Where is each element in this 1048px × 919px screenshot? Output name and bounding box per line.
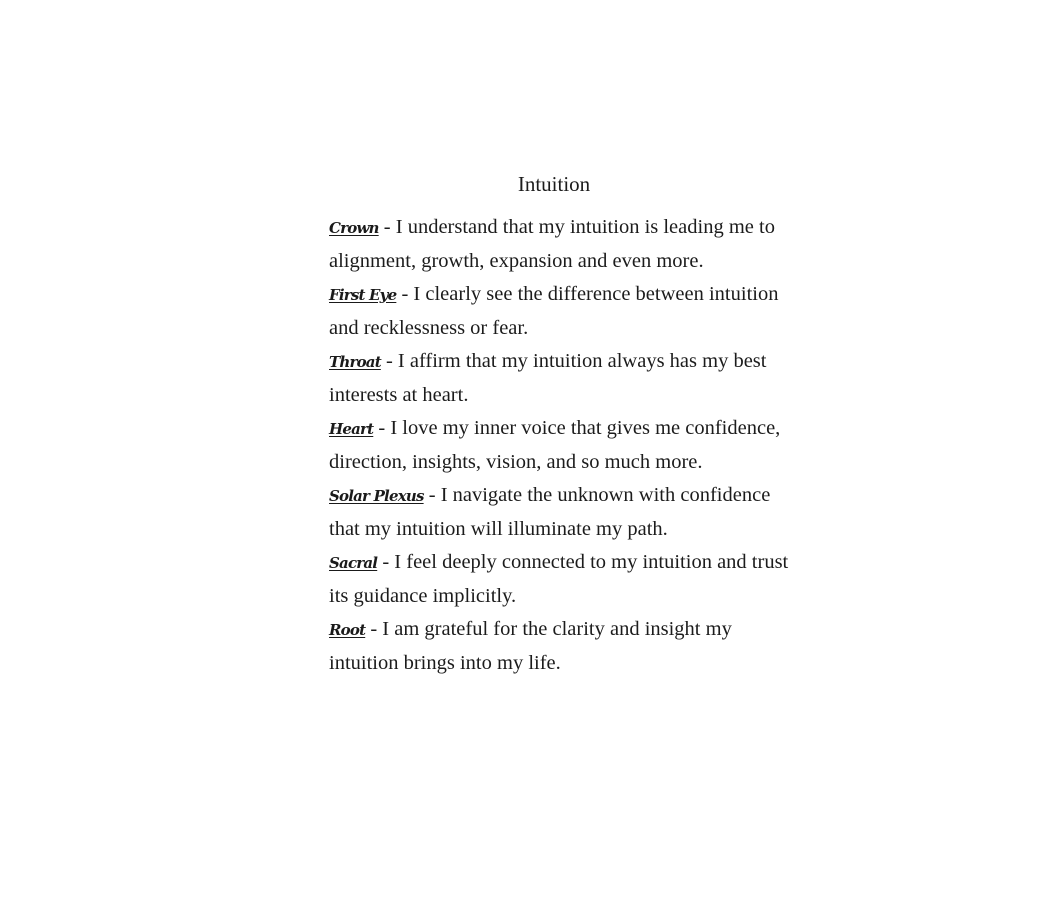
affirmation-crown	[329, 211, 789, 278]
chakra-label: Root	[329, 621, 366, 639]
affirmation-text: I affirm that my intuition always has my best interests at heart.	[329, 350, 767, 406]
chakra-label: Throat	[329, 353, 381, 371]
affirmation-text: I am grateful for the clarity and insight my intuition brings into my life.	[329, 618, 732, 674]
chakra-label: Heart	[329, 420, 374, 438]
affirmation-sacral	[329, 546, 789, 613]
separator: -	[380, 350, 398, 372]
separator: -	[377, 551, 395, 573]
chakra-label: Crown	[329, 219, 379, 237]
affirmation-throat	[329, 345, 789, 412]
affirmation-solar-plexus	[329, 479, 789, 546]
affirmation-heart	[329, 412, 789, 479]
chakra-label: First Eye	[329, 286, 397, 304]
affirmation-root	[329, 613, 789, 680]
separator: -	[423, 484, 441, 506]
affirmation-first-eye	[329, 278, 789, 345]
separator: -	[378, 216, 396, 238]
separator: -	[396, 283, 414, 305]
affirmation-list	[329, 211, 789, 680]
chakra-label: Solar Plexus	[329, 487, 424, 505]
affirmation-text: I love my inner voice that gives me confidence, direction, insights, vision, and so much more.	[329, 417, 781, 473]
affirmation-text: I clearly see the difference between intuition and recklessness or fear.	[329, 283, 779, 339]
affirmation-text: I navigate the unknown with confidence that my intuition will illuminate my path.	[329, 484, 771, 540]
affirmation-text: I feel deeply connected to my intuition and trust its guidance implicitly.	[329, 551, 789, 607]
affirmation-text: I understand that my intuition is leading me to alignment, growth, expansion and even more.	[329, 216, 775, 272]
separator: -	[365, 618, 383, 640]
page-title: Intuition	[517, 172, 591, 196]
chakra-label: Sacral	[329, 554, 378, 572]
separator: -	[373, 417, 391, 439]
